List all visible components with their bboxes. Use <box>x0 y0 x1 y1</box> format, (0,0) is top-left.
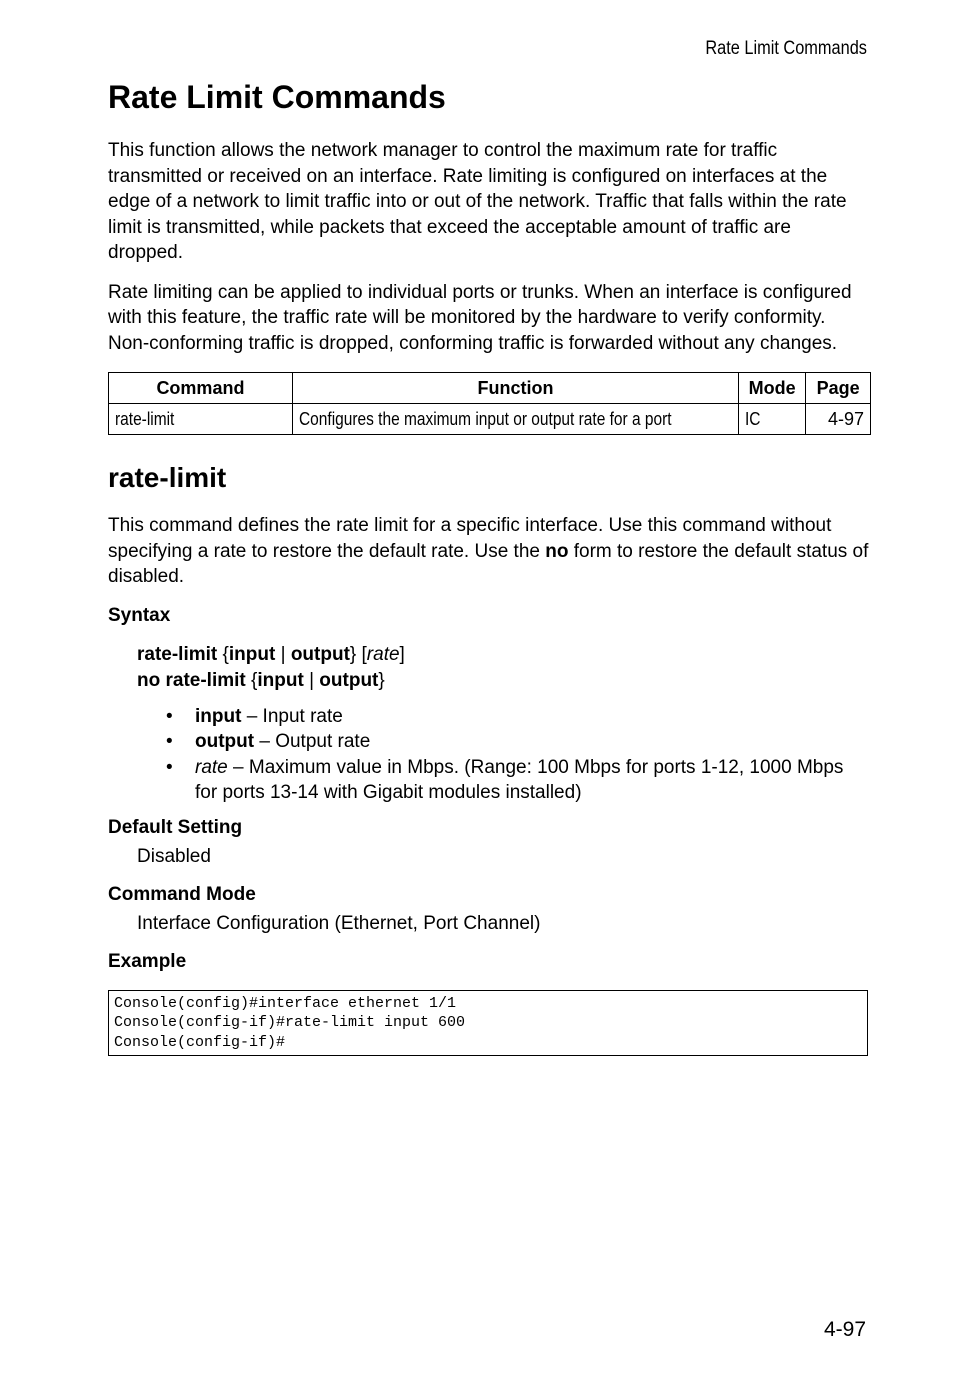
table-header-row <box>109 373 871 404</box>
table-header-mode: Mode <box>739 373 806 404</box>
table-row <box>109 404 871 435</box>
default-setting-value: Disabled <box>137 845 211 867</box>
command-mode-value: Interface Configuration (Ethernet, Port Channel) <box>137 912 541 934</box>
command-title: rate-limit <box>108 462 227 493</box>
code-line: Console(config-if)#rate-limit input 600 <box>114 1014 466 1031</box>
default-setting-heading: Default Setting <box>108 816 243 838</box>
command-mode-heading: Command Mode <box>108 883 256 905</box>
page-number: 4-97 <box>823 1318 866 1341</box>
syntax-line-2: no rate-limit {input | output} <box>137 669 385 691</box>
table-cell-command: rate-limit <box>109 404 293 435</box>
list-item: • output – Output rate <box>166 729 870 755</box>
bullet-icon: • <box>166 705 173 727</box>
command-description: This command defines the rate limit for a specific interface. Use this command without specifying a rate to restore the default rate. Use the no form to restore the default status of disabled. <box>108 515 869 587</box>
list-item: • rate – Maximum value in Mbps. (Range: 100 Mbps for ports 1-12, 1000 Mbps for ports 13-14 with Gigabit modules installed) <box>166 756 844 803</box>
intro-paragraph-2: Rate limiting can be applied to individual ports or trunks. When an interface is configured with this feature, the traffic rate will be monitored by the hardware to verify conformity. Non-conforming traffic is dropped, conforming traffic is forwarded without any changes. <box>108 281 852 354</box>
page-content <box>108 78 870 1056</box>
table-cell-page: 4-97 <box>806 404 871 435</box>
running-header-title: Rate Limit Commands <box>705 38 867 59</box>
syntax-options-list <box>166 704 870 806</box>
code-line: Console(config)#interface ethernet 1/1 <box>114 994 457 1012</box>
table-header-command: Command <box>109 373 293 404</box>
table-header-page: Page <box>806 373 871 404</box>
no-keyword: no <box>545 540 569 562</box>
example-code-block <box>108 990 868 1057</box>
syntax-line-1: rate-limit {input | output} [rate] <box>137 643 405 665</box>
bullet-icon: • <box>166 756 173 778</box>
syntax-heading: Syntax <box>108 604 171 626</box>
bullet-icon: • <box>166 731 173 752</box>
example-heading: Example <box>108 950 187 972</box>
syntax-block <box>137 642 870 694</box>
command-summary-table <box>108 372 871 435</box>
code-line: Console(config-if)# <box>114 1033 286 1051</box>
table-header-function: Function <box>292 373 738 404</box>
list-item: • input – Input rate <box>166 704 870 730</box>
intro-paragraph-1: This function allows the network manager to control the maximum rate for traffic transmitted or received on an interface. Rate limiting is configured on interfaces at the edge of a network to limit traffic into or out of the network. Traffic that falls within the rate limit is transmitted, while packets that exceed the acceptable amount of traffic are dropped. <box>108 140 847 263</box>
table-cell-function: Configures the maximum input or output rate for a port <box>292 404 738 435</box>
table-cell-mode: IC <box>739 404 806 435</box>
section-title: Rate Limit Commands <box>108 79 446 115</box>
